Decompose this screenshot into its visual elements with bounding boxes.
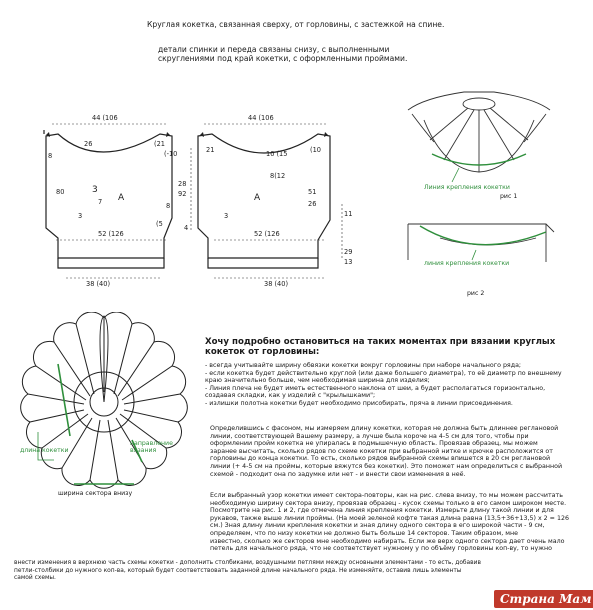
figure1-label: Линия крепления кокетки xyxy=(424,184,510,191)
dim-h3b: 3 xyxy=(224,212,229,220)
dim-width-bottom: 52 (126 xyxy=(98,230,124,238)
dim-h8: 8 xyxy=(166,202,171,210)
dim-width-bottom-right: 52 (126 xyxy=(254,230,280,238)
dim-h10: (-10 xyxy=(164,150,178,158)
section-bullets xyxy=(205,362,585,408)
dim-h51: (5 xyxy=(156,220,163,228)
rosette-direction-label: направление вязания xyxy=(130,440,173,454)
dim-h29: 29 xyxy=(344,248,353,256)
para2-line: необходимую ширину сектора внизу, провязав образец - кусок схемы только в его самом широком месте. xyxy=(210,499,567,507)
bullet-line: - излишки полотна кокетки будет необходимо присобирать, пряча в линии присоединения. xyxy=(205,399,513,407)
bullet-line: - если кокетка будет действительно круглой (или даже большего диаметра), то её диаметр по внешнему xyxy=(205,369,562,377)
para1-line: схемой - подходит она по задумке или нет - и внести свои изменения в неё. xyxy=(210,470,466,478)
para2-line: см.) Зная длину линии крепления кокетки и зная длину одного сектора в его широкой части - 9 см, xyxy=(210,522,545,530)
para2-line: петель для начального ряда, что не соответствует нужному у по объёму горловины коп-ву, то нужно xyxy=(210,545,552,553)
bullet-line: - всегда учитывайте ширину обвязки кокетки вокруг горловины при наборе начального ряда; xyxy=(205,362,522,369)
tail-line: петли-столбики до нужного коп-ва, который будет соответствовать заданной длине начального ряда. Не изменяйте, оставив лишь элементы xyxy=(14,567,462,574)
dim-h10c: 10 (15 xyxy=(266,150,288,158)
section-title: Хочу подробно остановиться на таких моментах при вязании круглых кокеток от горловины: xyxy=(205,337,556,357)
dim-width-hem: 38 (40) xyxy=(86,280,111,288)
paragraph-1 xyxy=(210,425,590,478)
dim-width-hem-right: 38 (40) xyxy=(264,280,289,288)
para2-line: Если выбранный узор кокетки имеет сектора-повторы, как на рис. слева внизу, то мы можем рассчитать xyxy=(210,492,563,499)
left-piece-letter: А xyxy=(118,193,125,203)
dim-h26b: 26 xyxy=(308,200,317,208)
tail-line: внести изменения в верхнюю часть схемы кокетки - дополнить столбиками, воздушными петлями между основными элементами - то есть, добавив xyxy=(14,560,481,566)
para2-line: Посмотрите на рис. 1 и 2, где отмечена линия крепления кокетки. Измерьте длину такой линии и для xyxy=(210,507,554,515)
header-title: Круглая кокетка, связанная сверху, от горловины, с застежкой на спине. xyxy=(147,20,445,29)
dim-h10b: (10 xyxy=(310,146,321,154)
figure2-label: линия крепления кокетки xyxy=(424,260,510,267)
dim-h21: (21 xyxy=(154,140,165,148)
dim-h8c: 8(12 xyxy=(270,172,286,180)
para1-line: линии (+ 4-5 см на проймы, которые вяжутся без кокетки). Это поможет нам определиться с выбранной xyxy=(210,462,563,470)
dim-h80: 80 xyxy=(56,188,65,196)
para1-line: оформлении пройм кокетка не упиралась в подмышечную область. Провязав образец, мы можем xyxy=(210,440,538,448)
dim-h3: 3 xyxy=(78,212,83,220)
dim-h21b: 21 xyxy=(206,146,215,154)
rosette-width-label: ширина сектора внизу xyxy=(58,490,133,497)
para1-line: горловины до конца кокетки. То есть, сколько рядов выбранной схемы впишется в 20 см реглановой xyxy=(210,455,551,463)
paragraph-2 xyxy=(210,492,590,553)
dim-h4: 4 xyxy=(184,224,189,232)
rosette-diagram xyxy=(14,312,194,492)
pattern-pieces-diagram xyxy=(28,108,368,298)
right-piece-letter: А xyxy=(254,193,261,203)
para1-line: Определившись с фасоном, мы измеряем длину кокетки, которая не должна быть длиннее реглановой xyxy=(210,425,559,432)
bullet-line: краю значительно больше, чем необходимая ширина для изделия; xyxy=(205,377,430,385)
dim-h8b: 8 xyxy=(48,152,53,160)
figure1-caption: рис 1 xyxy=(500,193,518,200)
dim-width-top: 44 (106 xyxy=(92,114,118,122)
para2-line: известно, сколько же секторов мне необходимо набирать. Если же верх одного сектора дает очень мало xyxy=(210,537,565,545)
para2-line: рукавов, также выше линии проймы. (На моей зеленой кофте такая длина равна (13,5+36+13,5) х 2 = 126 xyxy=(210,514,569,522)
bullet-line: - Линия плеча не будет иметь естественного наклона от шеи, а будет располагаться горизонтально, xyxy=(205,384,546,392)
dim-h11: 11 xyxy=(344,210,353,218)
figure1-diagram xyxy=(404,90,554,190)
para1-line: линии, соответствующей Вашему размеру, а лучше была короче на 4-5 см для того, чтобы при xyxy=(210,432,529,440)
tail-line: самой схемы. xyxy=(14,575,56,582)
dim-h26: 26 xyxy=(84,140,93,148)
figure2-caption: рис 2 xyxy=(467,290,485,297)
para1-line: заранее высчитать, сколько рядов по схеме кокетки при выбранной нитке и крючке расположится от xyxy=(210,447,553,455)
paragraph-tail xyxy=(14,560,574,583)
site-watermark: Страна Мам xyxy=(494,590,593,608)
dim-h28: 28 xyxy=(178,180,187,188)
dim-h51b: 51 xyxy=(308,188,317,196)
bullet-line: создавая складки, как у изделий с "крылышками"; xyxy=(205,392,376,400)
rosette-length-label: длина кокетки xyxy=(20,447,69,454)
left-piece-number: 3 xyxy=(92,185,98,195)
dim-h7: 7 xyxy=(98,198,103,206)
dim-width-top-right: 44 (106 xyxy=(248,114,274,122)
dim-h92: 92 xyxy=(178,190,187,198)
header-subtitle: детали спинки и переда связаны снизу, с выполненными скруглениями под край кокетки, с оформленными проймами. xyxy=(158,45,408,64)
dim-h13: 13 xyxy=(344,258,353,266)
para2-line: определяем, что по низу кокетки не должно быть больше 14 секторов. Таким образом, мне xyxy=(210,529,518,537)
